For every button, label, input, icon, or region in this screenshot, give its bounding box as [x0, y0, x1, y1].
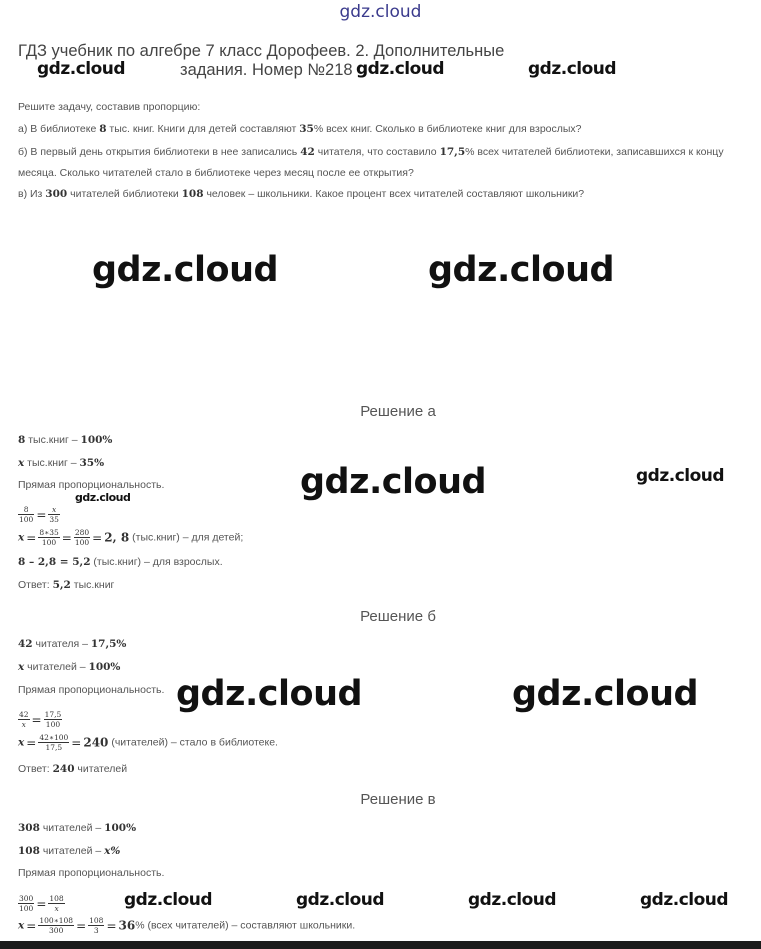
solution-c-x: x = $\frac{100∗108}{300}$ = $\frac{108}{3}$ = 36% (всех читателей) – составляют школьники. [18, 916, 356, 935]
solution-b-heading: Решение б [360, 608, 436, 625]
solution-c-proportion: $\frac{300}{100}$ = $\frac{108}{x}$ [19, 894, 64, 913]
watermark: gdz.cloud [124, 890, 213, 910]
solution-b-line1: 42 читателя – 17,5% [18, 638, 127, 650]
solution-a-answer: Ответ: 5,2 тыс.книг [18, 579, 115, 591]
task-b-line2: месяца. Сколько читателей стало в библиотеке через месяц после ее открытия? [18, 167, 414, 179]
solution-b-proportion: $\frac{42}{x}$ = $\frac{17,5}{100}$ [19, 710, 62, 729]
solution-b-line2: x читателей – 100% [18, 661, 121, 673]
solution-a-line6: 8 – 2,8 = 5,2 (тыс.книг) – для взрослых. [18, 556, 223, 568]
task-b: б) В первый день открытия библиотеки в нее записались 42 читателя, что составило 17,5% всех читателей библиотеки, записавшихся к концу [18, 146, 724, 158]
watermark: gdz.cloud [636, 466, 725, 486]
watermark: gdz.cloud [428, 250, 615, 290]
watermark: gdz.cloud [37, 59, 126, 79]
watermark: gdz.cloud [75, 491, 131, 504]
solution-a-line1: 8 тыс.книг – 100% [18, 434, 113, 446]
solution-b-line3: Прямая пропорциональность. [18, 684, 165, 696]
task-a: а) В библиотеке 8 тыс. книг. Книги для детей составляют 35% всех книг. Сколько в библиотеке книг для взрослых? [18, 123, 582, 135]
bottom-bar [0, 941, 761, 949]
watermark: gdz.cloud [296, 890, 385, 910]
solution-a-x: x = $\frac{8∗35}{100}$ = $\frac{280}{100}$ = 2, 8 (тыс.книг) – для детей; [18, 528, 244, 547]
solution-c-line2: 108 читателей – x% [18, 845, 121, 857]
solution-a-proportion: $\frac{8}{100}$ = $\frac{x}{35}$ [19, 505, 59, 524]
task-intro: Решите задачу, составив пропорцию: [18, 101, 201, 113]
solution-c-line1: 308 читателей – 100% [18, 822, 137, 834]
page-title-line2: задания. Номер №218 [180, 61, 353, 79]
task-c: в) Из 300 читателей библиотеки 108 человек – школьники. Какое процент всех читателей составляют школьники? [18, 188, 585, 200]
watermark: gdz.cloud [300, 462, 487, 502]
solution-b-x: x = $\frac{42∗100}{17,5}$ = 240 (читателей) – стало в библиотеке. [18, 733, 278, 752]
solution-a-line2: x тыс.книг – 35% [18, 457, 105, 469]
watermark: gdz.cloud [528, 59, 617, 79]
watermark: gdz.cloud [512, 674, 699, 714]
solution-a-line3: Прямая пропорциональность. [18, 479, 165, 491]
site-logo[interactable]: gdz.cloud [339, 2, 422, 22]
watermark: gdz.cloud [468, 890, 557, 910]
solution-c-heading: Решение в [360, 791, 436, 808]
solution-a-heading: Решение а [360, 403, 436, 420]
watermark: gdz.cloud [640, 890, 729, 910]
watermark: gdz.cloud [92, 250, 279, 290]
solution-b-answer: Ответ: 240 читателей [18, 763, 128, 775]
watermark: gdz.cloud [356, 59, 445, 79]
watermark: gdz.cloud [176, 674, 363, 714]
page-title-line1: ГДЗ учебник по алгебре 7 класс Дорофеев. 2. Дополнительные [18, 42, 505, 60]
solution-c-line3: Прямая пропорциональность. [18, 867, 165, 879]
